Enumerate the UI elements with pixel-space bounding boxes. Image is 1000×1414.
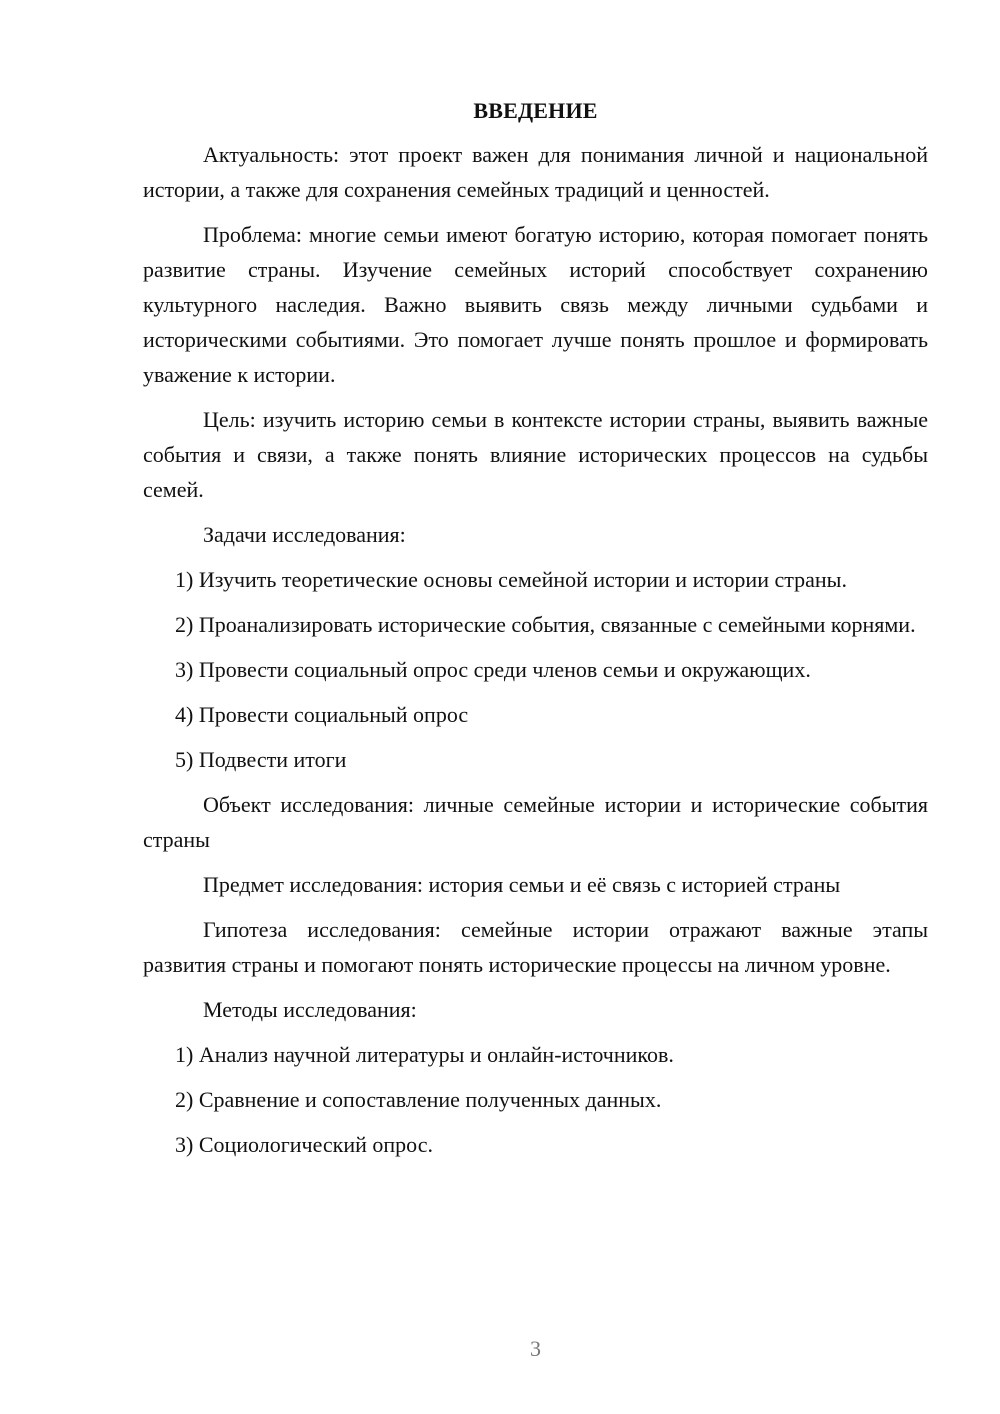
subject-paragraph: Предмет исследования: история семьи и её связь с историей страны xyxy=(203,872,841,897)
hypothesis-paragraph: Гипотеза исследования: семейные истории отражают важные этапы развития страны и помогают понять исторические процессы на личном уровне. xyxy=(143,917,928,977)
task-item: 2) Проанализировать исторические события, связанные с семейными корнями. xyxy=(175,612,916,637)
task-item: 5) Подвести итоги xyxy=(175,747,347,772)
tasks-heading: Задачи исследования: xyxy=(203,522,406,547)
task-item: 4) Провести социальный опрос xyxy=(175,702,469,727)
task-item: 3) Провести социальный опрос среди членов семьи и окружающих. xyxy=(175,657,811,682)
method-item: 2) Сравнение и сопоставление полученных данных. xyxy=(175,1087,662,1112)
problem-paragraph: Проблема: многие семьи имеют богатую историю, которая помогает понять развитие страны. Изучение семейных историй способствует сохранению культурного наследия. Важно выявить связь между личными судьбами и историческими событиями. Это помогает лучше понять прошлое и формировать уважение к истории. xyxy=(143,222,928,387)
goal-paragraph: Цель: изучить историю семьи в контексте истории страны, выявить важные события и связи, а также понять влияние исторических процессов на судьбы семей. xyxy=(143,407,928,502)
object-paragraph: Объект исследования: личные семейные истории и исторические события страны xyxy=(143,792,928,852)
method-item: 1) Анализ научной литературы и онлайн-источников. xyxy=(175,1042,674,1067)
methods-heading: Методы исследования: xyxy=(203,997,417,1022)
section-title: ВВЕДЕНИЕ xyxy=(473,98,598,123)
method-item: 3) Социологический опрос. xyxy=(175,1132,433,1157)
page-content xyxy=(143,95,928,1172)
page-number: 3 xyxy=(530,1336,541,1361)
task-item: 1) Изучить теоретические основы семейной истории и истории страны. xyxy=(175,567,847,592)
relevance-paragraph: Актуальность: этот проект важен для понимания личной и национальной истории, а также для сохранения семейных традиций и ценностей. xyxy=(143,142,928,202)
